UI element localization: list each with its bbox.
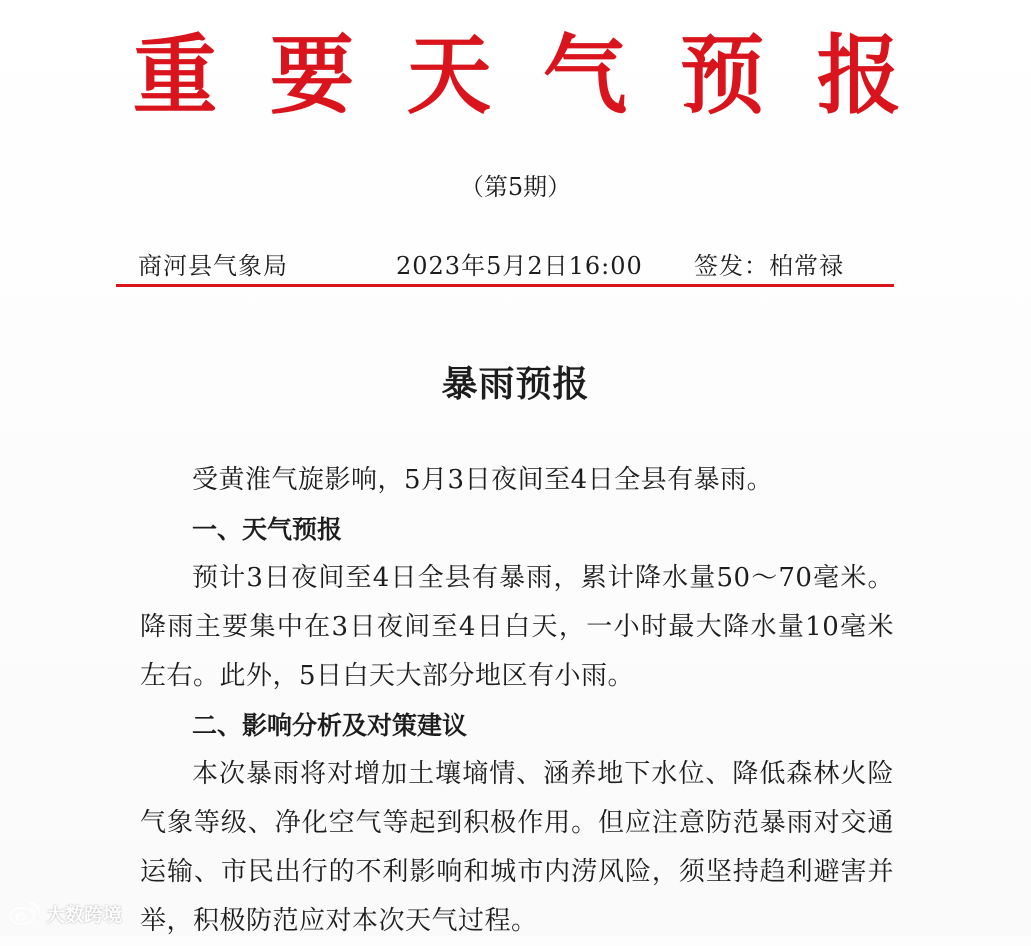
section-heading-impact: 二、影响分析及对策建议 [192, 711, 468, 740]
section-heading-forecast: 一、天气预报 [192, 515, 343, 544]
signatory: 签发：柏常禄 [694, 252, 844, 280]
impact-paragraph: 本次暴雨将对增加土壤墒情、涵养地下水位、降低森林火险气象等级、净化空气等起到积极作用。但应注意防范暴雨对交通运输、市民出行的不利影响和城市内涝风险，须坚持趋利避害并举，积极防范应对本次天气过程。 [140, 759, 894, 936]
red-divider [116, 284, 894, 287]
intro-paragraph: 受黄淮气旋影响，5月3日夜间至4日全县有暴雨。 [192, 465, 774, 495]
masthead-title [132, 26, 902, 126]
header-meta-row [138, 249, 898, 283]
watermark-text: 大数跨境 [46, 903, 123, 926]
issue-number: （第5期） [459, 173, 572, 201]
masthead-char: 报 [816, 25, 902, 126]
watermark [8, 897, 122, 929]
issuer-name: 商河县气象局 [138, 252, 288, 280]
document-body [140, 456, 894, 946]
masthead-char: 重 [132, 25, 218, 126]
masthead-char: 气 [543, 25, 628, 126]
weibo-logo-icon [8, 900, 42, 926]
document-title: 暴雨预报 [441, 363, 590, 405]
forecast-paragraph: 预计3日夜间至4日全县有暴雨，累计降水量50～70毫米。降雨主要集中在3日夜间至4日白天，一小时最大降水量10毫米左右。此外，5日白天大部分地区有小雨。 [140, 563, 894, 691]
masthead-char: 要 [269, 25, 354, 126]
issue-datetime: 2023年5月2日16:00 [396, 252, 643, 280]
masthead-char: 预 [680, 25, 765, 126]
masthead-char: 天 [406, 25, 491, 126]
